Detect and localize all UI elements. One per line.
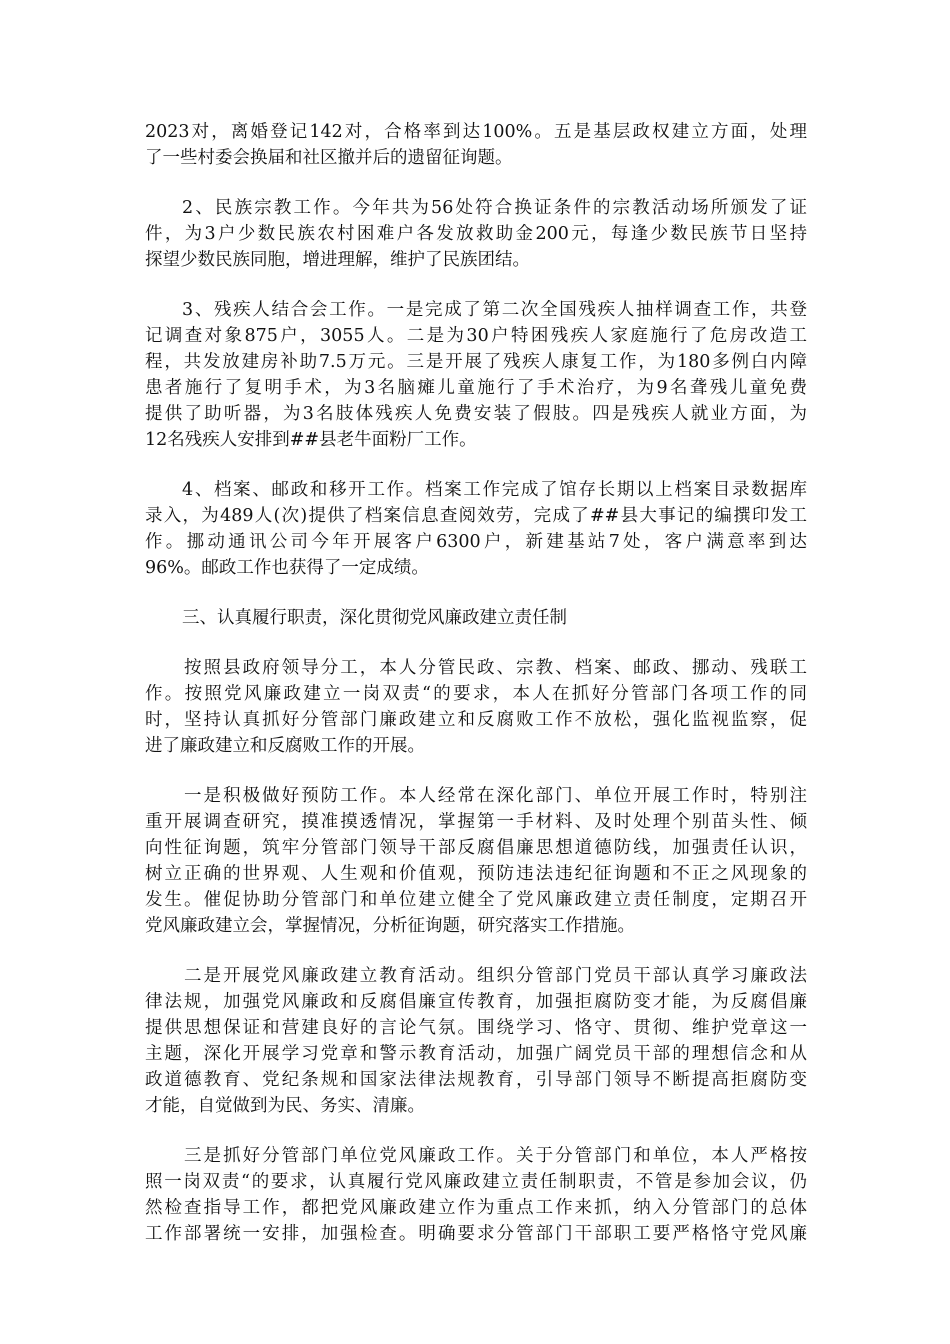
text-line: 作。挪动通讯公司今年开展客户6300户，新建基站7处，客户满意率到达 — [145, 532, 807, 552]
text-line: 96%。邮政工作也获得了一定成绩。 — [145, 558, 429, 578]
paragraph-9 — [145, 1143, 807, 1247]
text-line: 律法规，加强党风廉政和反腐倡廉宣传教育，加强拒腐防变才能，为反腐倡廉 — [145, 992, 807, 1012]
text-line: 政道德教育、党纪条规和国家法律法规教育，引导部门领导不断提高拒腐防变 — [145, 1070, 807, 1090]
text-line: 患者施行了复明手术，为3名脑瘫儿童施行了手术治疗，为9名聋残儿童免费 — [145, 378, 807, 398]
text-line: 才能，自觉做到为民、务实、清廉。 — [145, 1096, 425, 1116]
text-line: 2、民族宗教工作。今年共为56处符合换证条件的宗教活动场所颁发了证 — [182, 198, 807, 218]
text-line: 照一岗双责“的要求，认真履行党风廉政建立责任制职责，不管是参加会议，仍 — [145, 1172, 807, 1192]
text-line: 主题，深化开展学习党章和警示教育活动，加强广阔党员干部的理想信念和从 — [145, 1044, 807, 1064]
text-line: 记调查对象875户，3055人。二是为30户特困残疾人家庭施行了危房改造工 — [145, 326, 807, 346]
section-heading-3 — [145, 605, 807, 631]
text-line: 时，坚持认真抓好分管部门廉政建立和反腐败工作不放松，强化监视监察，促 — [145, 710, 807, 730]
text-line: 按照县政府领导分工，本人分管民政、宗教、档案、邮政、挪动、残联工 — [182, 658, 807, 678]
text-line: 向性征询题，筑牢分管部门领导干部反腐倡廉思想道德防线，加强责任认识， — [145, 838, 807, 858]
text-line: 提供思想保证和营建良好的言论气氛。围绕学习、恪守、贯彻、维护党章这一 — [145, 1018, 807, 1038]
text-line: 程，共发放建房补助7.5万元。三是开展了残疾人康复工作，为180多例白内障 — [145, 352, 807, 372]
text-line: 然检查指导工作，都把党风廉政建立作为重点工作来抓，纳入分管部门的总体 — [145, 1198, 807, 1218]
text-line: 作。按照党风廉政建立一岗双责“的要求，本人在抓好分管部门各项工作的同 — [145, 684, 807, 704]
text-line: 4、档案、邮政和移开工作。档案工作完成了馆存长期以上档案目录数据库 — [182, 480, 807, 500]
text-line: 发生。催促协助分管部门和单位建立健全了党风廉政建立责任制度，定期召开 — [145, 890, 807, 910]
text-line: 件，为3户少数民族农村困难户各发放救助金200元，每逢少数民族节日坚持 — [145, 224, 807, 244]
text-line: 一是积极做好预防工作。本人经常在深化部门、单位开展工作时，特别注 — [182, 786, 807, 806]
paragraph-2 — [145, 195, 807, 273]
document-page — [145, 119, 807, 1271]
text-line: 2023对，离婚登记142对，合格率到达100%。五是基层政权建立方面，处理 — [145, 122, 807, 142]
text-line: 了一些村委会换届和社区撤并后的遗留征询题。 — [145, 148, 513, 168]
paragraph-4 — [145, 477, 807, 581]
text-line: 探望少数民族同胞，增进理解，维护了民族团结。 — [145, 250, 530, 270]
paragraph-1 — [145, 119, 807, 171]
text-line: 进了廉政建立和反腐败工作的开展。 — [145, 736, 425, 756]
paragraph-3 — [145, 297, 807, 453]
text-line: 三是抓好分管部门单位党风廉政工作。关于分管部门和单位，本人严格按 — [182, 1146, 807, 1166]
text-line: 二是开展党风廉政建立教育活动。组织分管部门党员干部认真学习廉政法 — [182, 966, 807, 986]
paragraph-7 — [145, 783, 807, 939]
text-line: 12名残疾人安排到##县老牛面粉厂工作。 — [145, 430, 477, 450]
text-line: 录入，为489人(次)提供了档案信息查阅效劳，完成了##县大事记的编撰印发工 — [145, 506, 807, 526]
section-heading-text: 三、认真履行职责，深化贯彻党风廉政建立责任制 — [182, 608, 567, 628]
text-line: 工作部署统一安排，加强检查。明确要求分管部门干部职工要严格恪守党风廉 — [145, 1224, 807, 1244]
text-line: 党风廉政建立会，掌握情况，分析征询题，研究落实工作措施。 — [145, 916, 635, 936]
text-line: 提供了助听器，为3名肢体残疾人免费安装了假肢。四是残疾人就业方面，为 — [145, 404, 807, 424]
paragraph-8 — [145, 963, 807, 1119]
text-line: 3、残疾人结合会工作。一是完成了第二次全国残疾人抽样调查工作，共登 — [182, 300, 807, 320]
paragraph-6 — [145, 655, 807, 759]
text-line: 树立正确的世界观、人生观和价值观，预防违法违纪征询题和不正之风现象的 — [145, 864, 807, 884]
text-line: 重开展调查研究，摸准摸透情况，掌握第一手材料、及时处理个别苗头性、倾 — [145, 812, 807, 832]
